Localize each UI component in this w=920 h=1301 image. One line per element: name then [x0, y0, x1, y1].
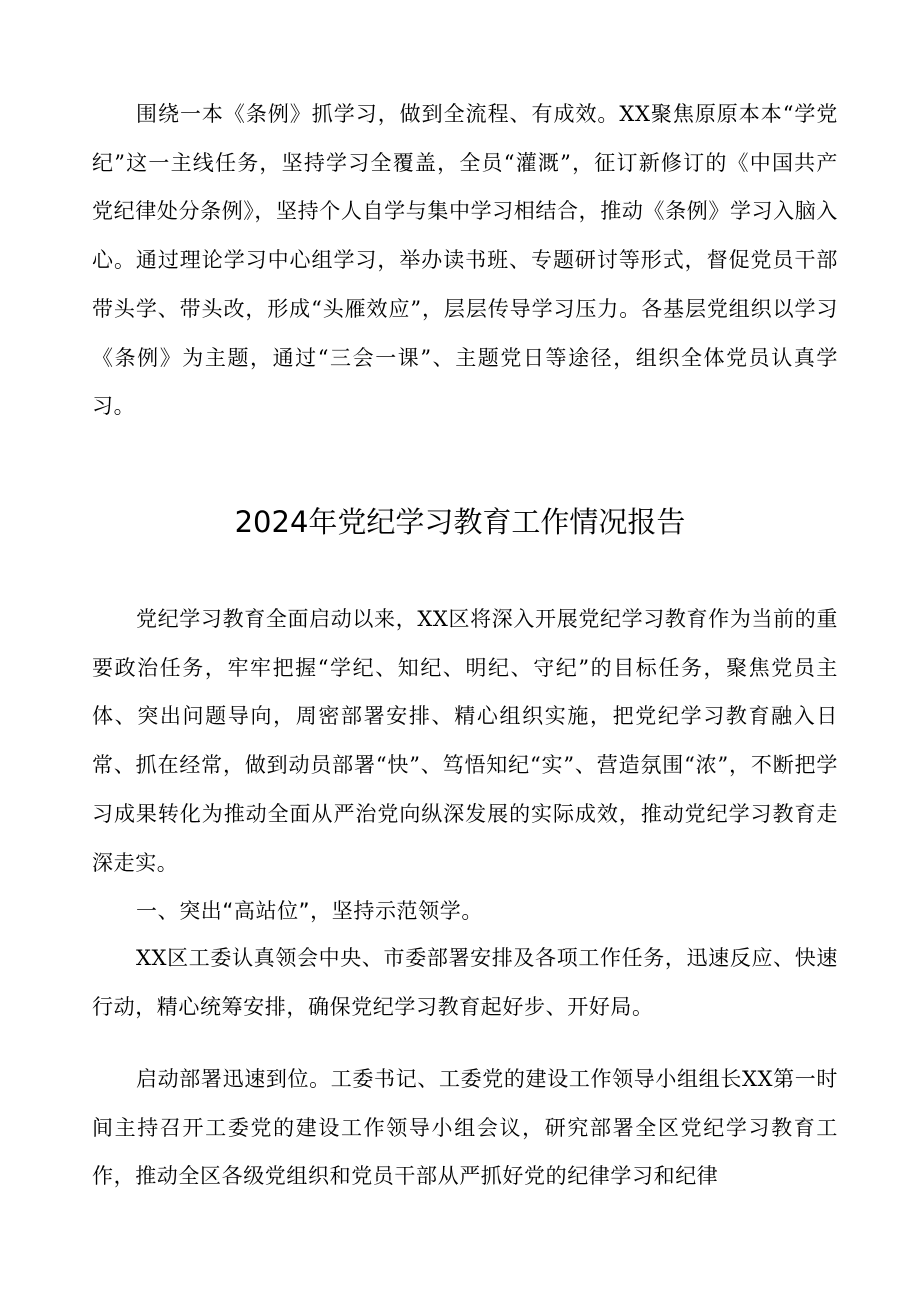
paragraph-intro: 党纪学习教育全面启动以来，XX区将深入开展党纪学习教育作为当前的重要政治任务，牢牢把握“学纪、知纪、明纪、守纪”的目标任务，聚焦党员主体、突出问题导向，周密部署安排、精心组织实施，把党纪学习教育融入日常、抓在经常，做到动员部署“快”、笃悟知纪“实”、营造氛围“浓”，不断把学习成果转化为推动全面从严治党向纵深发展的实际成效，推动党纪学习教育走深走实。 [92, 607, 838, 875]
report-title: 2024年党纪学习教育工作情况报告 [234, 505, 686, 539]
paragraph-deployment: 启动部署迅速到位。工委书记、工委党的建设工作领导小组组长XX第一时间主持召开工委党的建设工作领导小组会议，研究部署全区党纪学习教育工作，推动全区各级党组织和党员干部从严抓好党的纪律学习和纪律 [92, 1067, 838, 1189]
paragraph-work-committee: XX区工委认真领会中央、市委部署安排及各项工作任务，迅速反应、快速行动，精心统筹安排，确保党纪学习教育起好步、开好局。 [92, 946, 838, 1019]
section-heading-1: 一、突出“高站位”，坚持示范领学。 [136, 899, 483, 923]
paragraph-study-regulations: 围绕一本《条例》抓学习，做到全流程、有成效。XX聚焦原原本本“学党纪”这一主线任务，坚持学习全覆盖，全员“灌溉”，征订新修订的《中国共产党纪律处分条例》，坚持个人自学与集中学习相结合，推动《条例》学习入脑入心。通过理论学习中心组学习，举办读书班、专题研讨等形式，督促党员干部带头学、带头改，形成“头雁效应”，层层传导学习压力。各基层党组织以学习《条例》为主题，通过“三会一课”、主题党日等途径，组织全体党员认真学习。 [92, 102, 838, 419]
